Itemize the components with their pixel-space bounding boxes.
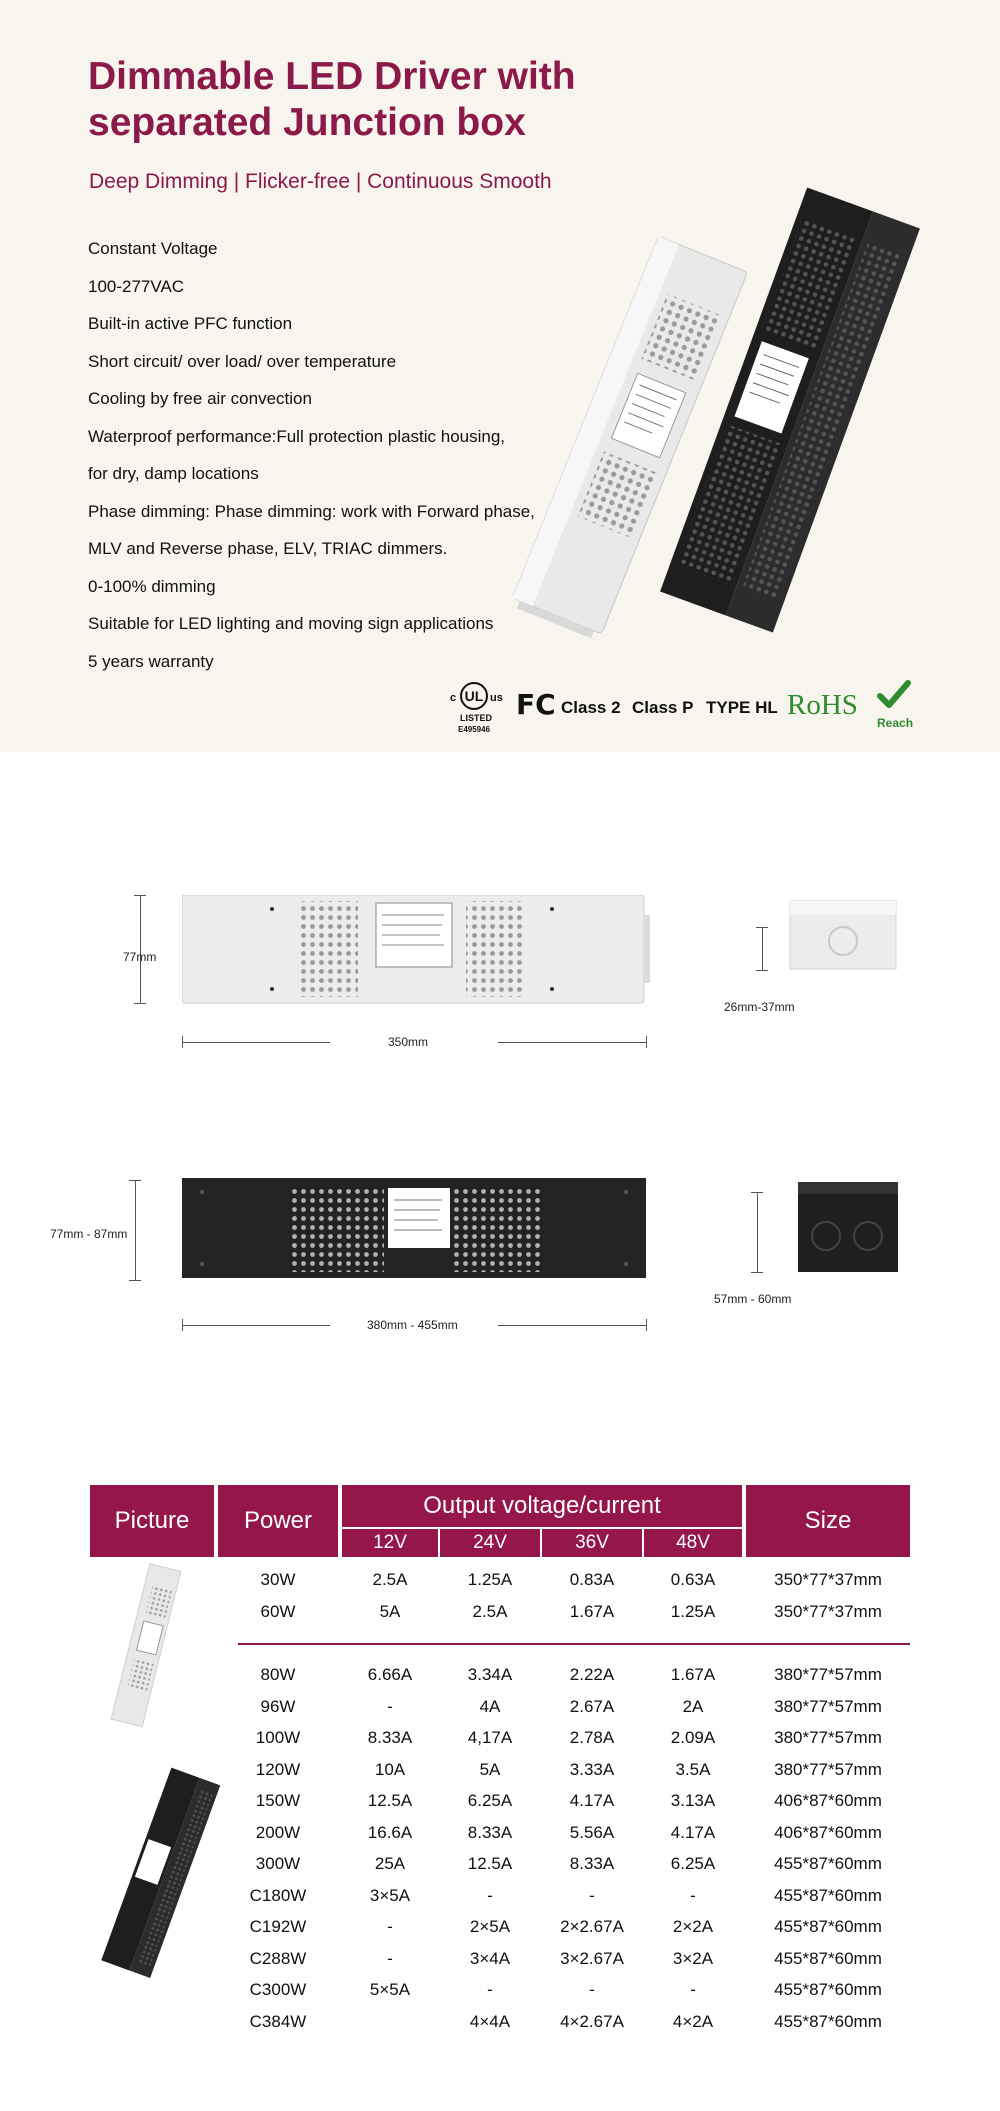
feature-list — [88, 236, 535, 686]
reach-label: Reach — [877, 716, 914, 730]
table-cell-power: 80W — [260, 1665, 296, 1684]
header-power: Power — [218, 1485, 338, 1557]
table-cell-size: 406*87*60mm — [774, 1791, 882, 1810]
table-cell-24v: 1.25A — [467, 1570, 513, 1589]
table-cell-12v: 25A — [374, 1854, 406, 1873]
table-cell-12v: 8.33A — [367, 1728, 413, 1747]
page-title: Dimmable LED Driver with separated Junction box — [88, 55, 576, 144]
black-length-line — [182, 1325, 330, 1326]
table-cell-24v: 4,17A — [467, 1728, 513, 1747]
table-cell-48v: 1.67A — [670, 1665, 716, 1684]
black-height-label: 77mm - 87mm — [50, 1227, 128, 1241]
table-cell-36v: 1.67A — [569, 1601, 615, 1621]
table-cell-36v: 5.56A — [569, 1822, 615, 1842]
table-cell-24v: 8.33A — [467, 1822, 513, 1842]
white-length-tick — [646, 1036, 647, 1048]
table-cell-size: 455*87*60mm — [774, 1948, 882, 1968]
table-white-driver-image — [100, 1560, 190, 1730]
feature-item: for dry, damp locations — [88, 464, 259, 483]
table-cell-size: 380*77*57mm — [774, 1759, 882, 1779]
table-cell-power: C288W — [249, 1948, 307, 1968]
table-cell-12v: 5A — [379, 1601, 401, 1621]
white-height-label: 77mm — [123, 950, 157, 964]
table-cell-36v: 2.22A — [569, 1665, 615, 1684]
feature-item: MLV and Reverse phase, ELV, TRIAC dimmers. — [88, 539, 448, 558]
header-size: Size — [746, 1485, 910, 1557]
white-length-tick — [182, 1036, 183, 1048]
header-48v: 48V — [644, 1529, 742, 1557]
table-cell-power: 96W — [260, 1696, 296, 1716]
table-cell-48v: 3.13A — [670, 1791, 716, 1810]
table-cell-size: 350*77*37mm — [774, 1570, 882, 1589]
table-cell-24v: 12.5A — [467, 1854, 513, 1873]
class2-label: Class 2 — [561, 698, 621, 717]
feature-item: 100-277VAC — [88, 276, 185, 296]
white-height-tick — [134, 895, 146, 896]
white-depth-tick — [756, 970, 768, 971]
table-divider — [238, 1643, 910, 1645]
table-cell-48v: 4×2A — [672, 2011, 714, 2031]
hero-section — [0, 0, 1000, 752]
table-cell-power: C192W — [249, 1917, 307, 1936]
table-cell-12v: 12.5A — [367, 1791, 413, 1810]
table-cell-36v: 2.78A — [569, 1728, 615, 1747]
dimension-section — [0, 752, 1000, 1452]
table-cell-power: 150W — [255, 1791, 301, 1810]
table-cell-size: 380*77*57mm — [774, 1665, 882, 1684]
black-length-tick — [182, 1319, 183, 1331]
black-height-line — [135, 1180, 136, 1280]
table-cell-power: 120W — [255, 1759, 301, 1779]
table-cell-48v: 3.5A — [675, 1759, 711, 1779]
table-cell-48v: 2A — [682, 1696, 704, 1716]
table-cell-size: 455*87*60mm — [774, 1854, 882, 1873]
checkmark-icon — [877, 680, 911, 710]
table-cell-36v: 2.67A — [569, 1696, 615, 1716]
fc-logo: FC — [516, 688, 556, 721]
table-cell-24v: 2.5A — [472, 1601, 508, 1621]
header-36v: 36V — [542, 1529, 642, 1557]
black-driver-front-view — [182, 1178, 646, 1280]
table-cell-24v: - — [487, 1885, 493, 1905]
table-cell-48v: 6.25A — [670, 1854, 716, 1873]
table-cell-12v: - — [387, 1696, 393, 1716]
black-driver-image — [650, 185, 930, 635]
feature-item: Constant Voltage — [88, 239, 218, 258]
black-depth-line — [757, 1192, 758, 1272]
table-cell-power: 30W — [260, 1570, 296, 1589]
white-driver-front-view — [182, 895, 650, 1005]
black-length-line — [498, 1325, 646, 1326]
feature-item: 0-100% dimming — [88, 576, 216, 596]
reach-logo — [875, 680, 915, 738]
header-output: Output voltage/current — [342, 1485, 742, 1527]
ul-circle: UL — [460, 682, 488, 710]
table-cell-size: 455*87*60mm — [774, 1917, 882, 1936]
table-cell-24v: - — [487, 1980, 493, 1999]
ul-listed-text: LISTED — [460, 713, 493, 723]
table-cell-48v: 2×2A — [672, 1917, 714, 1936]
table-cell-power: 100W — [255, 1728, 301, 1747]
white-length-line — [182, 1042, 330, 1043]
header-12v: 12V — [342, 1529, 438, 1557]
white-driver-side-view — [788, 897, 900, 971]
ul-us-mark: us — [490, 692, 503, 704]
ul-listed-logo — [450, 680, 510, 740]
black-depth-tick — [751, 1192, 763, 1193]
table-cell-power: 300W — [255, 1854, 301, 1873]
table-cell-size: 350*77*37mm — [774, 1601, 882, 1621]
table-cell-24v: 6.25A — [467, 1791, 513, 1810]
table-cell-36v: - — [589, 1980, 595, 1999]
ul-c-mark: c — [450, 692, 457, 704]
table-cell-size: 406*87*60mm — [774, 1822, 882, 1842]
table-cell-48v: 0.63A — [670, 1570, 716, 1589]
page-subtitle: Deep Dimming | Flicker-free | Continuous Smooth — [89, 170, 552, 193]
white-depth-line — [762, 927, 763, 970]
table-cell-size: 455*87*60mm — [774, 1980, 882, 1999]
table-cell-36v: 8.33A — [569, 1854, 615, 1873]
table-cell-12v: 3×5A — [369, 1885, 411, 1905]
table-cell-48v: - — [690, 1980, 696, 1999]
black-height-tick — [129, 1180, 141, 1181]
table-cell-36v: 3×2.67A — [560, 1948, 624, 1968]
feature-item: 5 years warranty — [88, 651, 214, 671]
table-cell-12v: 5×5A — [369, 1980, 411, 1999]
white-depth-tick — [756, 927, 768, 928]
table-cell-24v: 3×4A — [469, 1948, 511, 1968]
ul-number: E495946 — [458, 725, 491, 734]
header-picture: Picture — [90, 1485, 214, 1557]
table-cell-48v: - — [690, 1885, 696, 1905]
table-cell-24v: 4×4A — [469, 2011, 511, 2031]
white-depth-label: 26mm-37mm — [724, 1000, 795, 1014]
table-cell-48v: 4.17A — [670, 1822, 716, 1842]
table-cell-size: 455*87*60mm — [774, 2011, 882, 2031]
classp-label: Class P — [632, 698, 694, 717]
black-driver-side-view — [796, 1180, 900, 1274]
typehl-label: TYPE HL — [706, 698, 778, 717]
table-cell-48v: 1.25A — [670, 1601, 716, 1621]
white-length-label: 350mm — [388, 1035, 429, 1049]
table-cell-12v: - — [387, 1917, 393, 1936]
table-cell-36v: - — [589, 1885, 595, 1905]
table-cell-36v: 4.17A — [569, 1791, 615, 1810]
feature-item: Phase dimming: Phase dimming: work with Forward phase, — [88, 501, 535, 521]
table-cell-12v: 2.5A — [372, 1570, 408, 1589]
white-height-tick — [134, 1003, 146, 1004]
table-cell-power: C180W — [249, 1885, 307, 1905]
table-cell-12v: 6.66A — [367, 1665, 413, 1684]
table-cell-24v: 3.34A — [467, 1665, 513, 1684]
black-depth-tick — [751, 1272, 763, 1273]
table-cell-48v: 3×2A — [672, 1948, 714, 1968]
header-24v: 24V — [440, 1529, 540, 1557]
table-cell-size: 380*77*57mm — [774, 1728, 882, 1747]
black-depth-label: 57mm - 60mm — [714, 1292, 792, 1306]
table-cell-power: 200W — [255, 1822, 301, 1842]
certification-row — [450, 680, 920, 740]
table-cell-12v: 16.6A — [367, 1822, 413, 1842]
table-cell-24v: 4A — [479, 1696, 501, 1716]
white-length-line — [498, 1042, 646, 1043]
table-cell-36v: 4×2.67A — [560, 2011, 624, 2031]
table-cell-size: 380*77*57mm — [774, 1696, 882, 1716]
black-length-label: 380mm - 455mm — [367, 1318, 458, 1332]
table-cell-12v: - — [387, 1948, 393, 1968]
feature-item: Cooling by free air convection — [88, 389, 312, 408]
feature-item: Waterproof performance:Full protection plastic housing, — [88, 426, 506, 446]
feature-item: Built-in active PFC function — [88, 314, 293, 333]
table-cell-24v: 5A — [479, 1759, 501, 1779]
table-cell-power: 60W — [260, 1601, 296, 1621]
table-cell-36v: 0.83A — [569, 1570, 615, 1589]
white-height-line — [140, 895, 141, 1003]
table-cell-12v: 10A — [374, 1759, 406, 1779]
black-height-tick — [129, 1280, 141, 1281]
black-length-tick — [646, 1319, 647, 1331]
table-cell-36v: 3.33A — [569, 1759, 615, 1779]
table-cell-power: C384W — [249, 2011, 307, 2031]
table-cell-48v: 2.09A — [670, 1728, 716, 1747]
table-cell-24v: 2×5A — [469, 1917, 511, 1936]
rohs-logo: RoHS — [787, 689, 858, 721]
feature-item: Suitable for LED lighting and moving sign applications — [88, 614, 494, 633]
table-cell-size: 455*87*60mm — [774, 1885, 882, 1905]
table-cell-36v: 2×2.67A — [560, 1917, 624, 1936]
feature-item: Short circuit/ over load/ over temperature — [88, 351, 397, 371]
table-cell-power: C300W — [249, 1980, 307, 1999]
table-black-driver-image — [100, 1765, 220, 1980]
